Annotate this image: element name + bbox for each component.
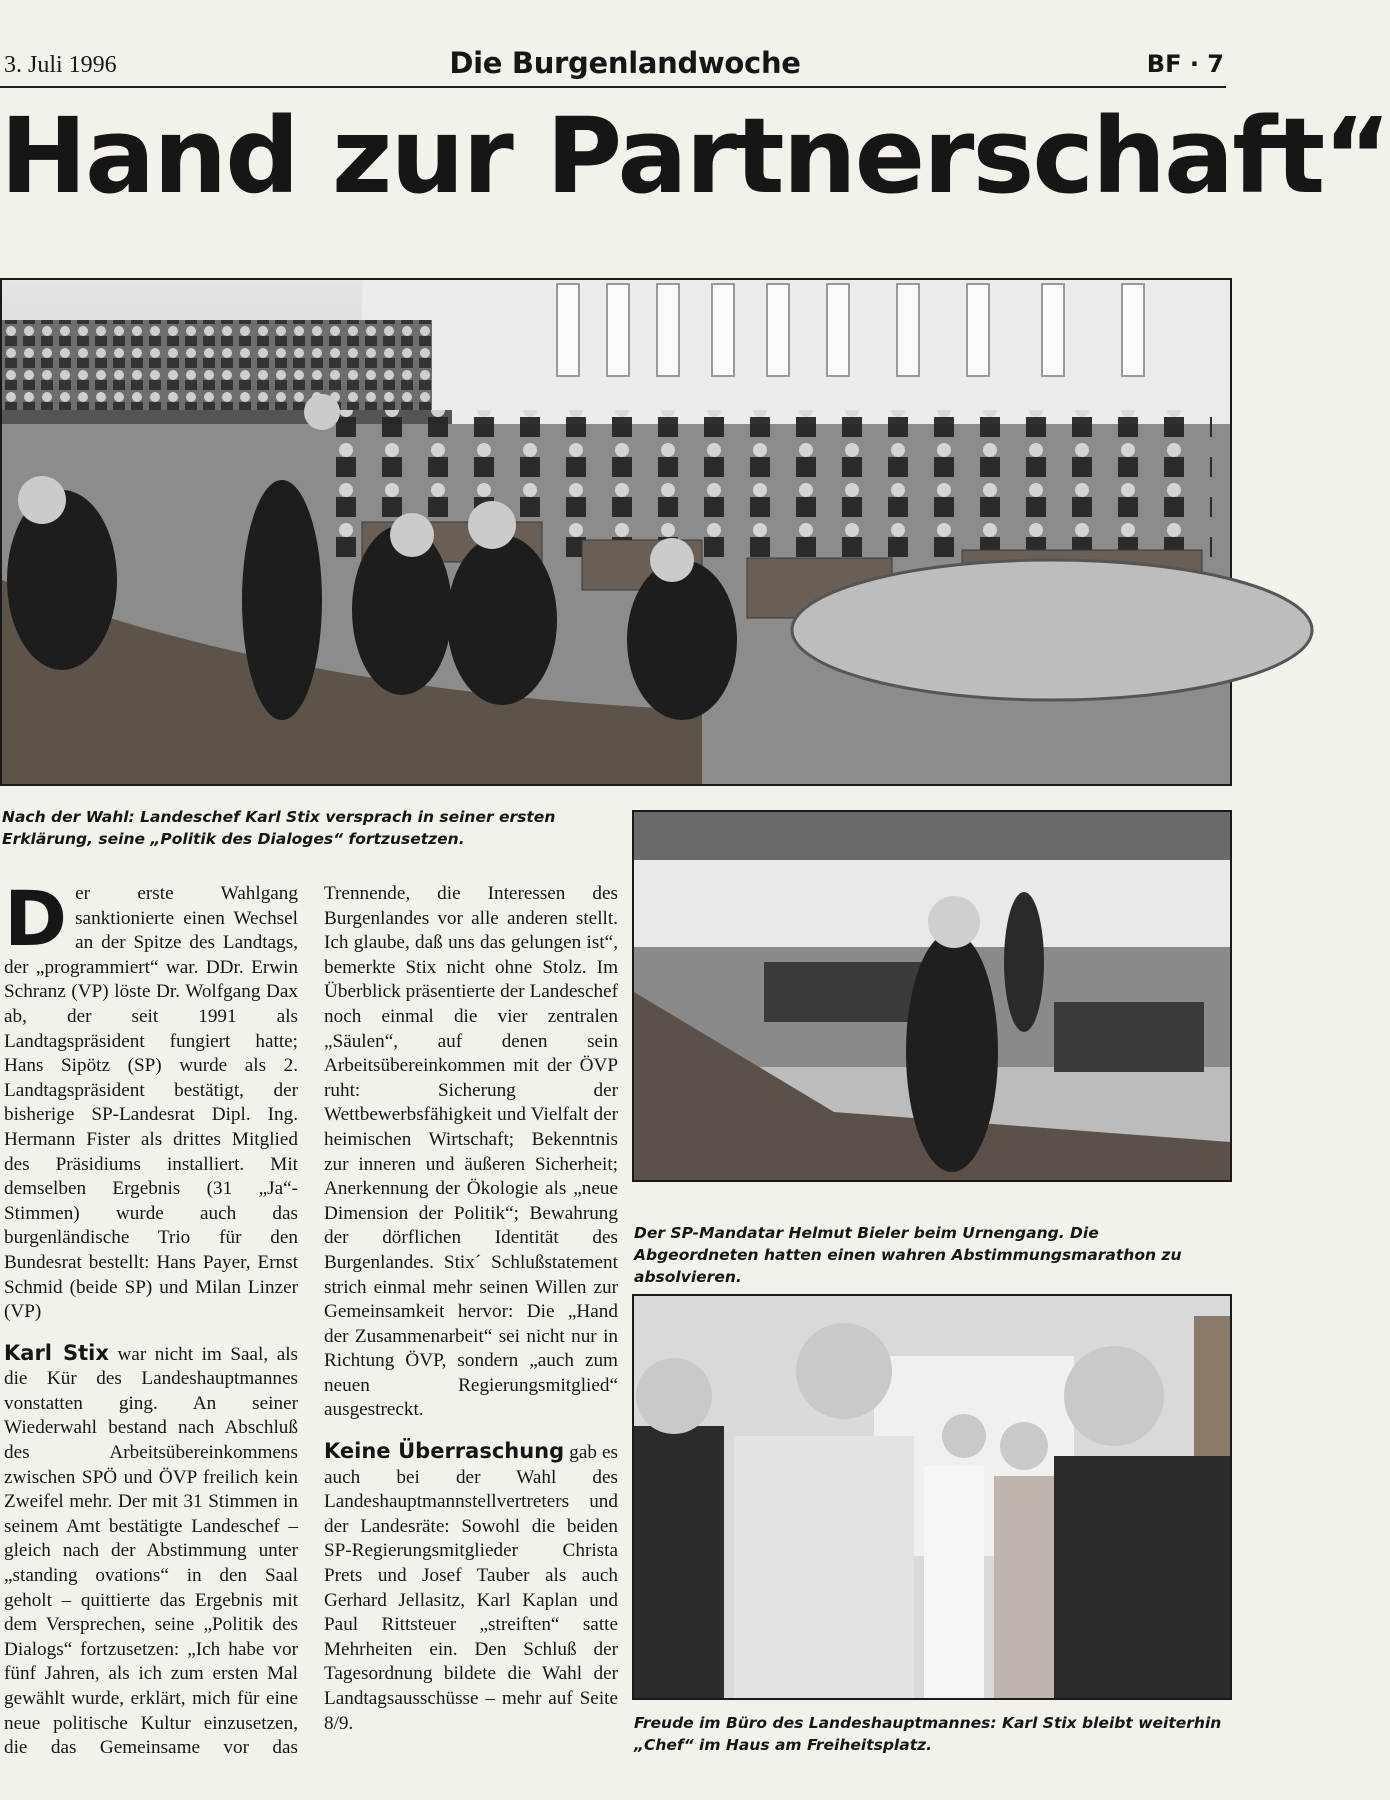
issue-date: 3. Juli 1996 [4, 52, 117, 78]
subhead-keine-ueberraschung: Keine Überraschung [324, 1439, 565, 1464]
newspaper-name: Die Burgenlandwoche [449, 46, 801, 80]
main-photo-caption: Nach der Wahl: Landeschef Karl Stix versprach in seiner ersten Erklärung, seine „Politik des Dialoges“ fortzusetzen. [2, 808, 556, 848]
article-paragraph-3 [324, 1439, 618, 1736]
main-photo [0, 278, 1232, 786]
photo-voting-caption: Der SP-Mandatar Helmut Bieler beim Urnengang. Die Abgeordneten hatten einen wahren Abstimmungsmarathon zu absolvieren. [634, 1224, 1182, 1286]
photo-congratulations [632, 1294, 1232, 1700]
headline: Hand zur Partnerschaft“ [0, 95, 1390, 217]
drop-cap: D [4, 874, 68, 963]
subhead-karl-stix: Karl Stix [4, 1340, 109, 1365]
paragraph-2-text: war nicht im Saal, als die Kür des Landeshauptmannes vonstatten ging. An seiner Wiederwahl bestand nach Abschluß des Arbeitsübereinkommens zwischen SPÖ und ÖVP freilich kein Zweifel mehr. Der mit 31 Stimmen in seinem Amt bestätigte Landeschef – gleich nach der Abstimmung unter „standing ovations“ in den Saal geholt – quittierte das Ergebnis mit dem Versprechen, seine „Politik des Dialogs“ fortzusetzen: „Ich habe vor fünf Jahren, als ich zum ersten Mal gewählt wurde, erklärt, mich für eine neue politische Kultur einzusetzen, die das Gemeinsame vor das Trennende, die Interessen des Burgenlandes vor alle anderen stellt. Ich glaube, daß uns das gelungen ist“, bemerkte Stix nicht ohne Stolz. Im Überblick präsentierte der Landeschef noch einmal die vier zentralen „Säulen“, auf denen sein Arbeitsübereinkommen mit der ÖVP ruht: Sicherung der Wettbewerbsfähigkeit und Vielfalt der heimischen Wirtschaft; Bekenntnis zur inneren und äußeren Sicherheit; Anerkennung der Ökologie als „neue Dimension der Politik“; Bewahrung der dörflichen Identität des Burgenlandes. Stix´ Schlußstatement strich einmal mehr seinen Willen zur Gemeinsamkeit hervor: Die „Hand der Zusammenarbeit“ sei nicht nur in Richtung ÖVP, sondern „auch zum neuen Regierungsmitglied“ ausgestreckt. [4, 883, 618, 1759]
page-number: BF · 7 [1146, 50, 1224, 78]
photo-voting [632, 810, 1232, 1182]
header-rule [0, 86, 1226, 88]
paragraph-3-text: gab es auch bei der Wahl des Landeshauptmannstellvertreters und der Landesräte: Sowohl die beiden SP-Regierungsmitglieder Christa Prets und Josef Tauber als auch Gerhard Jellasitz, Karl Kaplan und Paul Rittsteuer „streiften“ satte Mehrheiten ein. Den Schluß der Tagesordnung bildete die Wahl der Landtagsausschüsse – mehr auf Seite 8/9. [324, 1442, 619, 1734]
photo-congratulations-caption: Freude im Büro des Landeshauptmannes: Karl Stix bleibt weiterhin „Chef“ im Haus am Freiheitsplatz. [634, 1714, 1222, 1754]
article-paragraph-1 [4, 874, 298, 1325]
article-body [4, 874, 619, 1762]
paragraph-1-text: er erste Wahlgang sanktionierte einen Wechsel an der Spitze des Landtags, der „programmiert“ war. DDr. Erwin Schranz (VP) löste Dr. Wolfgang Dax ab, der seit 1991 als Landtagspräsident fungiert hatte; Hans Sipötz (SP) wurde als 2. Landtagspräsident bestätigt, der bisherige SP-Landesrat Dipl. Ing. Hermann Fister als drittes Mitglied des Präsidiums installiert. Mit demselben Ergebnis (31 „Ja“-Stimmen) wurde auch das burgenländische Trio für den Bundesrat bestellt: Hans Payer, Ernst Schmid (beide SP) und Milan Linzer (VP) [4, 883, 298, 1323]
